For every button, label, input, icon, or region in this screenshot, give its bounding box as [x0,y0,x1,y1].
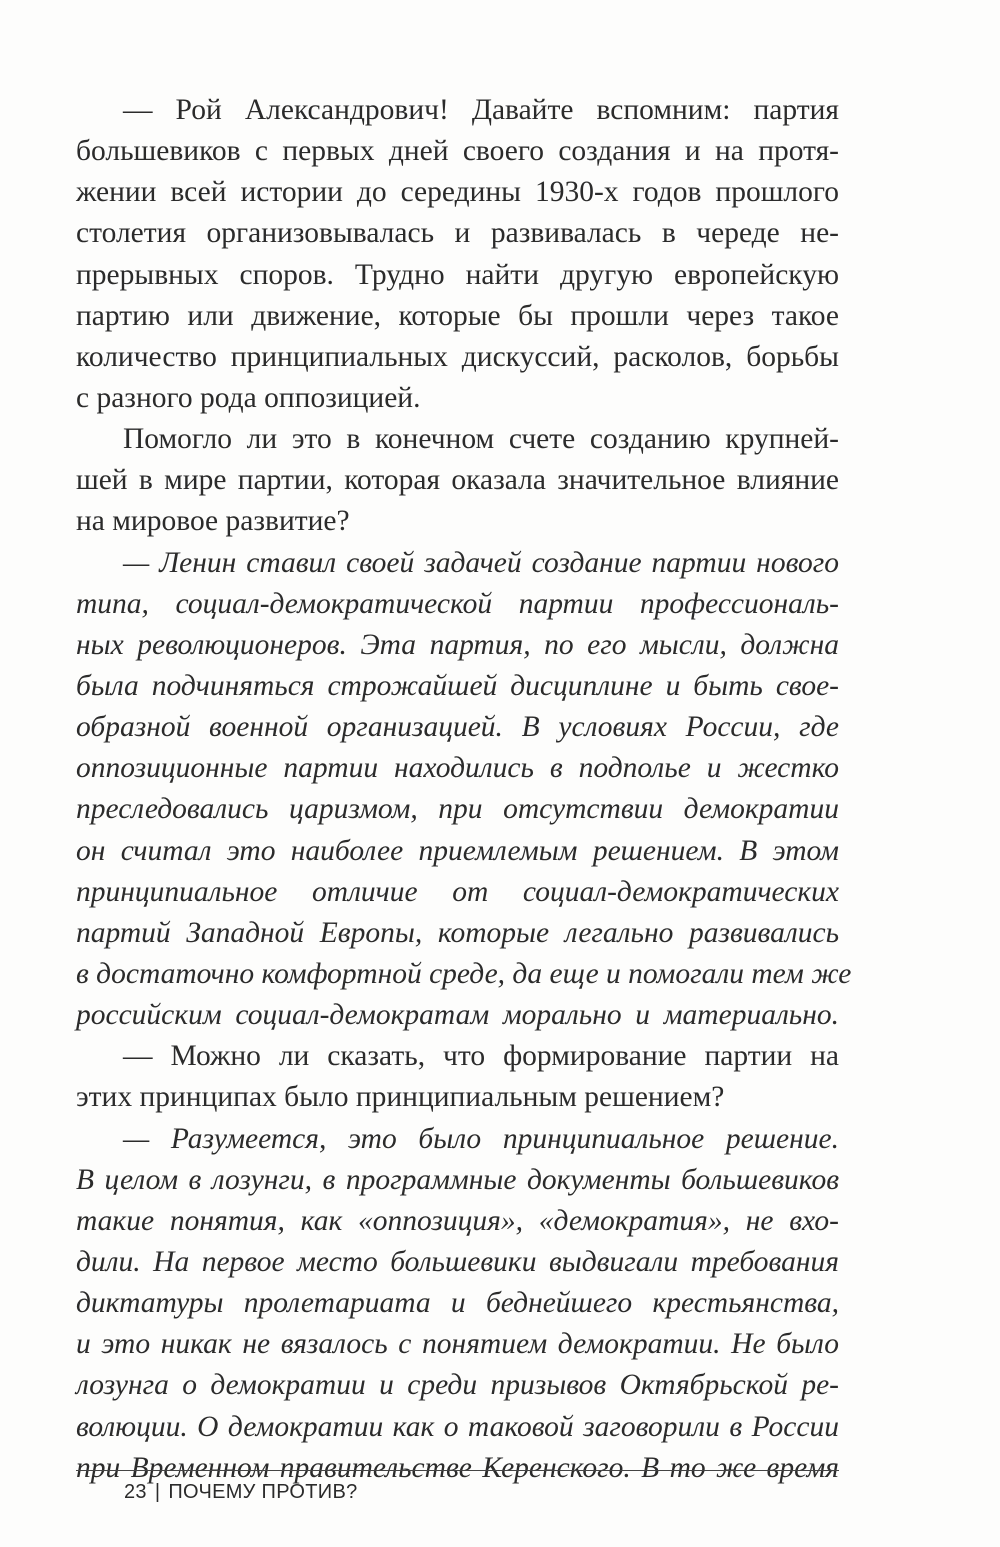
text-line: количество принципиальных дискуссий, расколов, борьбы [76,340,839,373]
text-line: Помогло ли это в конечном счете созданию крупней- [123,423,839,456]
text-line: В целом в лозунги, в программные документы большевиков [76,1163,839,1196]
text-line: — Можно ли сказать, что формирование партии на [123,1040,839,1073]
text-line: шей в мире партии, которая оказала значительное влияние [76,464,839,497]
body-text [76,90,852,1489]
text-line: в достаточно комфортной среде, да еще и помогали тем же [76,957,852,990]
text-line: волюции. О демократии как о таковой заговорили в России [76,1410,839,1443]
text-line: этих принципах было принципиальным решением? [76,1081,725,1114]
text-line: большевиков с первых дней своего создания и на протя- [76,135,839,168]
page-number: 23 [124,1481,147,1503]
text-line: — Ленин ставил своей задачей создание партии нового [123,546,839,579]
footer-separator: | [154,1481,161,1503]
text-line: была подчиняться строжайшей дисциплине и быть свое- [76,669,839,702]
text-line: при Временном правительстве Керенского. В то же время [76,1451,839,1484]
text-line: столетия организовывалась и развивалась в череде не- [76,217,839,250]
text-line: диктатуры пролетариата и беднейшего крестьянства, [76,1287,839,1320]
text-line: — Разумеется, это было принципиальное решение. [123,1122,839,1155]
page-footer [124,1476,358,1508]
text-line: и это никак не вязалось с понятием демократии. Не было [76,1328,839,1361]
text-line: он считал это наиболее приемлемым решением. В этом [76,834,839,867]
text-line: оппозиционные партии находились в подполье и жестко [76,752,839,785]
text-line: лозунга о демократии и среди призывов Октябрьской ре- [76,1369,839,1402]
text-line: прерывных споров. Трудно найти другую европейскую [76,258,839,291]
text-line: дили. На первое место большевики выдвигали требования [76,1245,839,1278]
text-line: такие понятия, как «оппозиция», «демократия», не вхо- [76,1204,839,1237]
text-line: принципиальное отличие от социал-демократических [76,875,839,908]
text-line: образной военной организацией. В условиях России, где [76,711,839,744]
text-line: российским социал-демократам морально и материально. [76,999,839,1032]
text-line: ных революционеров. Эта партия, по его мысли, должна [76,628,839,661]
text-line: с разного рода оппозицией. [76,381,421,414]
footer-rule [76,1470,839,1471]
text-line: жении всей истории до середины 1930-х годов прошлого [76,176,839,209]
text-line: преследовались царизмом, при отсутствии демократии [76,793,839,826]
text-line: партий Западной Европы, которые легально развивались [76,916,839,949]
text-line: — Рой Александрович! Давайте вспомним: партия [123,94,839,126]
text-line: на мировое развитие? [76,505,350,538]
running-title: ПОЧЕМУ ПРОТИВ? [168,1481,358,1503]
text-line: партию или движение, которые бы прошли через такое [76,299,839,332]
text-line: типа, социал-демократической партии профессиональ- [76,587,839,620]
